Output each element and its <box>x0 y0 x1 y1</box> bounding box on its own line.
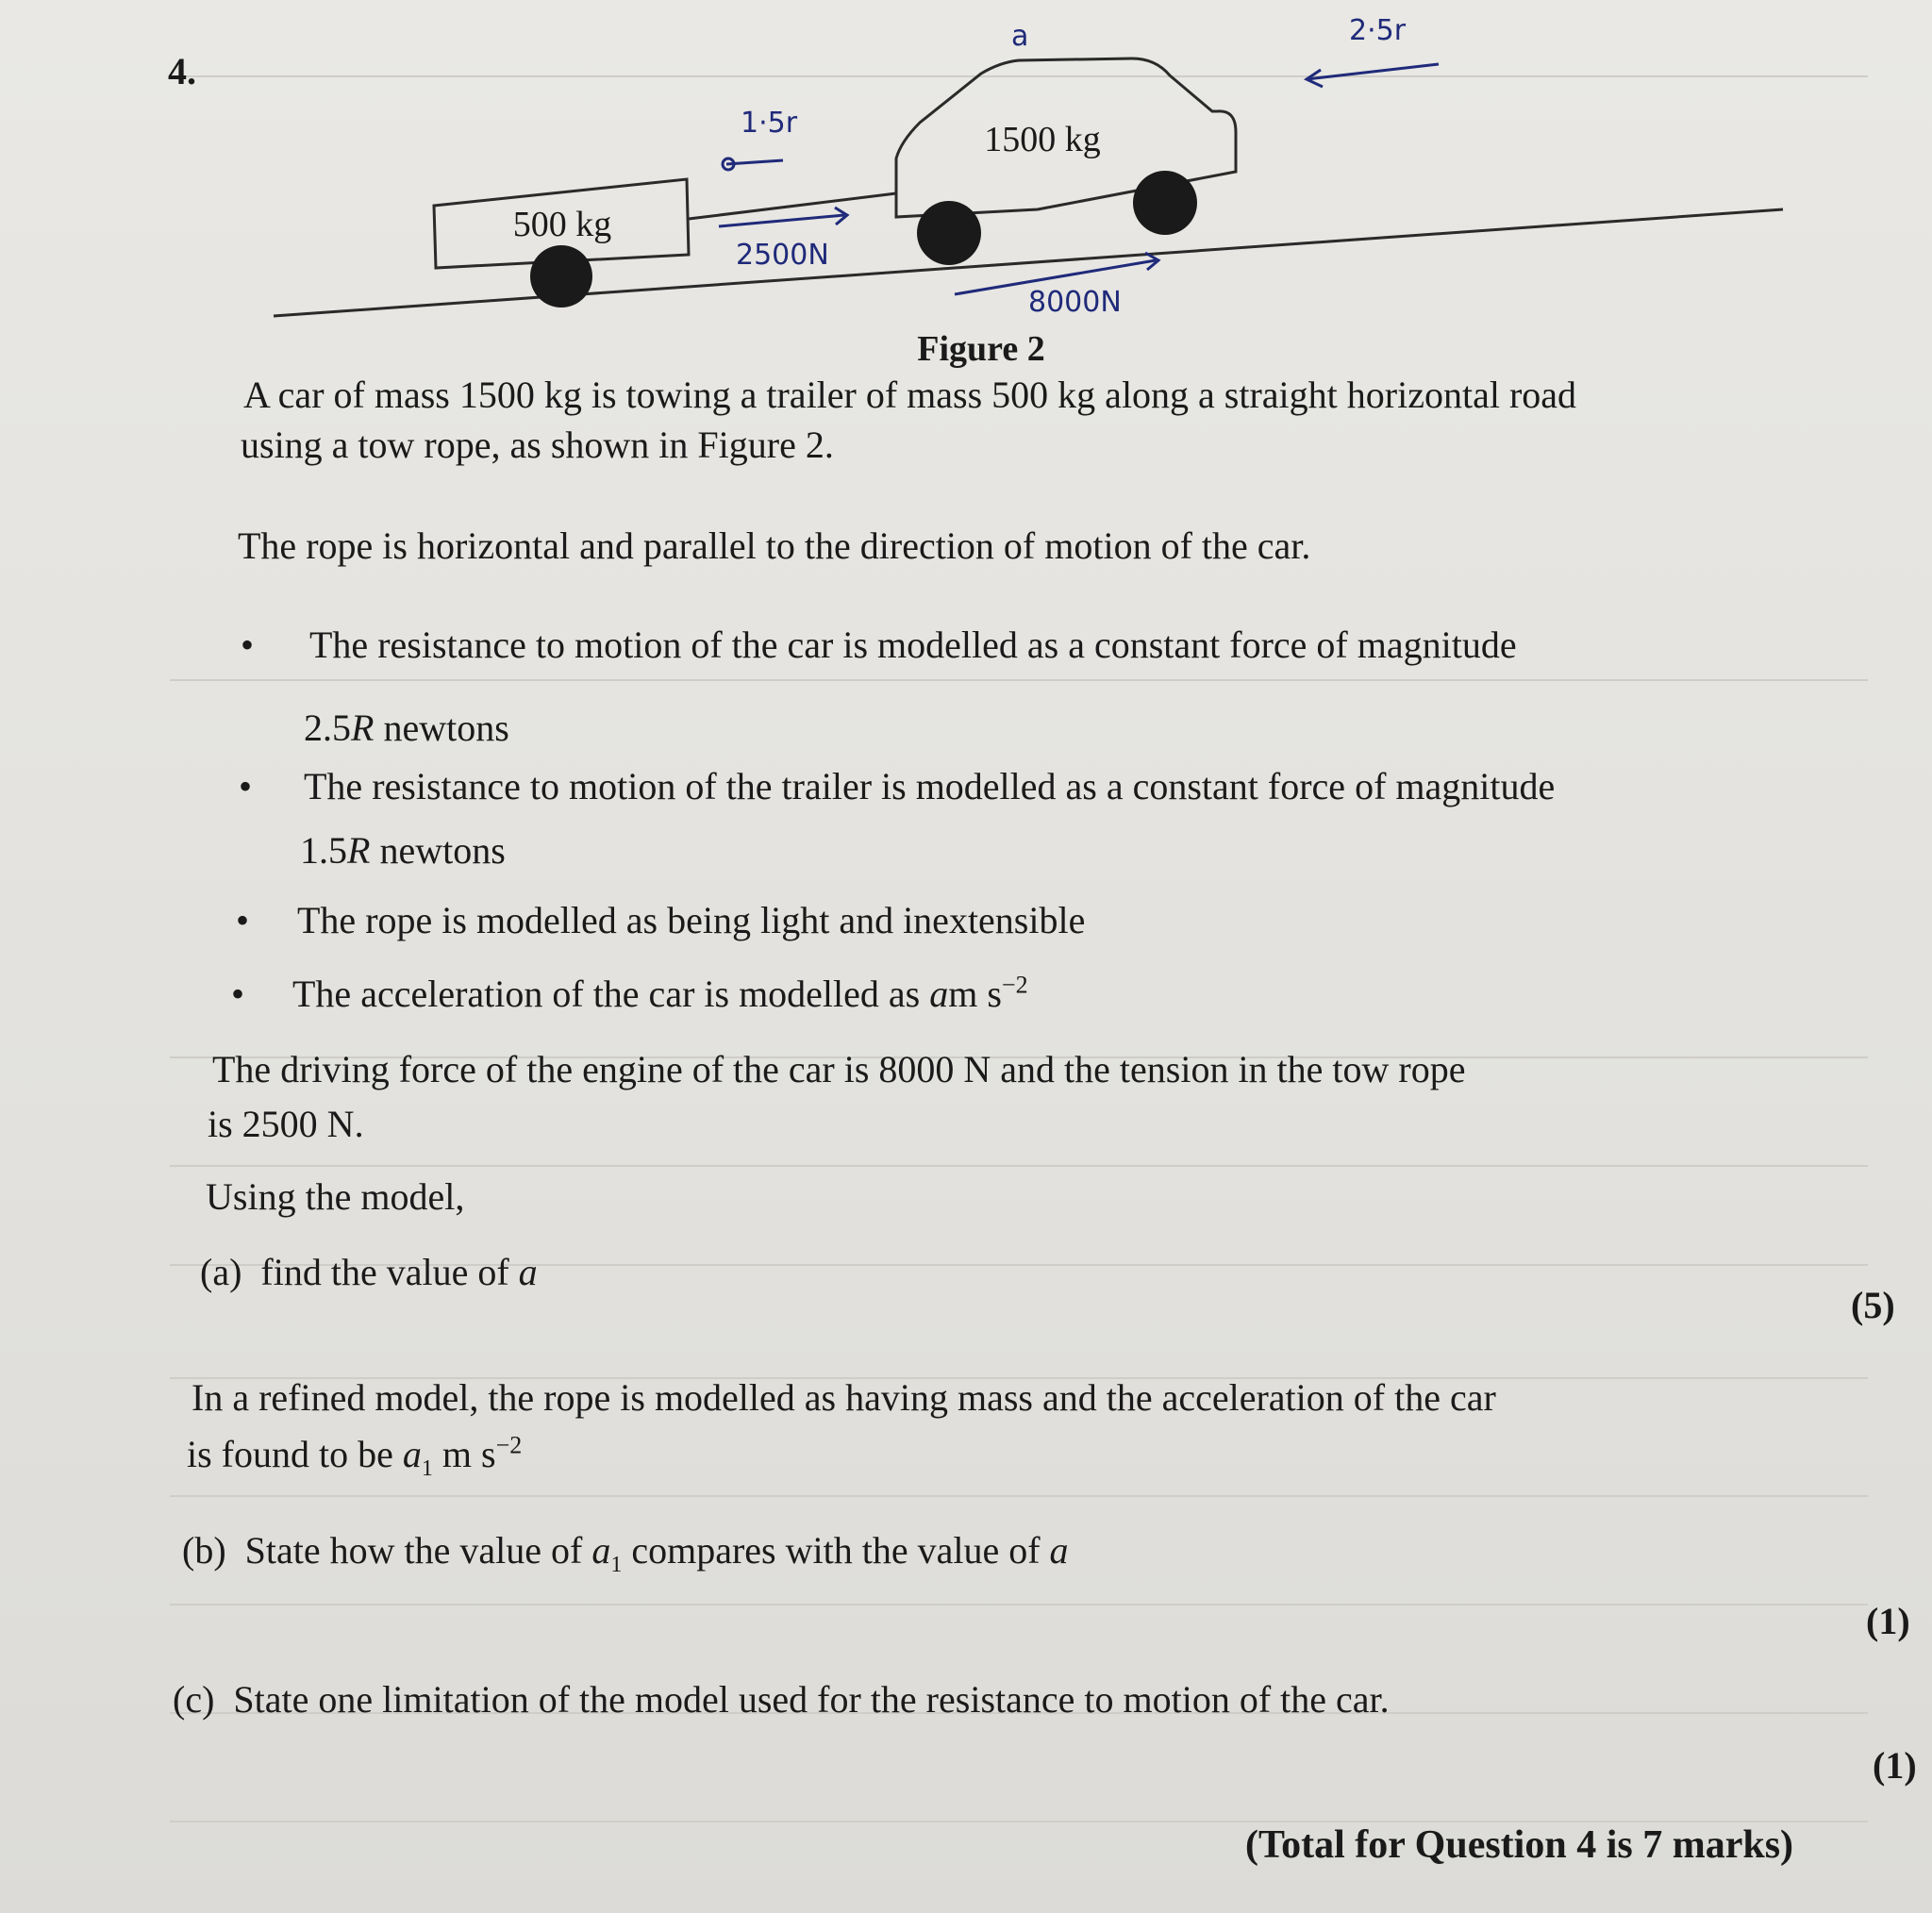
part-b-var-1: a <box>591 1529 611 1572</box>
refined-unit: m s <box>432 1433 496 1475</box>
trailer-mass-label: 500 kg <box>512 205 612 244</box>
ruled-line <box>170 1495 1868 1497</box>
total-marks: (Total for Question 4 is 7 marks) <box>1245 1823 1794 1867</box>
bullet-2-var: R <box>347 829 371 872</box>
intro-line-2: using a tow rope, as shown in Figure 2. <box>241 424 834 466</box>
tow-rope <box>689 193 896 219</box>
annotation-acceleration: a <box>1011 20 1029 53</box>
ruled-line <box>170 679 1868 681</box>
part-b-marks: (1) <box>1866 1600 1910 1642</box>
part-a-var: a <box>518 1251 538 1293</box>
bullet-marker: • <box>231 973 245 1015</box>
refined-var: a <box>402 1433 422 1475</box>
bullet-1-unit: newtons <box>374 707 509 749</box>
annotation-trailer-resistance: 1·5r <box>741 107 798 140</box>
car-rear-wheel <box>917 201 981 265</box>
part-b-var-2: a <box>1049 1529 1069 1572</box>
bullet-1-line-1: The resistance to motion of the car is modelled as a constant force of magnitude <box>309 624 1517 666</box>
car-mass-label: 1500 kg <box>984 120 1101 159</box>
annotation-tension: 2500N <box>736 239 829 272</box>
bullet-2-value: 1.5 <box>300 829 347 872</box>
tension-arrow <box>719 215 844 226</box>
refined-line-2 <box>187 1431 523 1481</box>
refined-line-1: In a refined model, the rope is modelled as having mass and the acceleration of the car <box>192 1376 1496 1419</box>
bullet-4-unit: m s <box>948 973 1002 1015</box>
ruled-line <box>170 1165 1868 1167</box>
part-c-text: State one limitation of the model used for the resistance to motion of the car. <box>233 1678 1390 1721</box>
part-a <box>200 1250 538 1294</box>
bullet-3: The rope is modelled as being light and inextensible <box>297 899 1086 941</box>
using-model: Using the model, <box>206 1175 465 1218</box>
rope-statement: The rope is horizontal and parallel to the direction of motion of the car. <box>238 524 1311 567</box>
driving-force-line-1: The driving force of the engine of the car is 8000 N and the tension in the tow rope <box>212 1048 1466 1090</box>
refined-sub: 1 <box>421 1456 433 1481</box>
driving-force-line-2: is 2500 N. <box>208 1103 364 1145</box>
bullet-2-line-1: The resistance to motion of the trailer is modelled as a constant force of magnitude <box>304 765 1556 807</box>
ruled-line <box>170 1604 1868 1605</box>
bullet-1-var: R <box>351 707 375 749</box>
bullet-marker: • <box>236 899 250 941</box>
bullet-marker: • <box>241 624 255 666</box>
bullet-2-unit: newtons <box>370 829 506 872</box>
bullet-marker: • <box>239 765 253 807</box>
trailer-wheel <box>530 245 592 308</box>
figure-caption: Figure 2 <box>917 329 1045 369</box>
part-c-marks: (1) <box>1873 1744 1917 1787</box>
figure-2 <box>0 0 1932 396</box>
bullet-2-line-2 <box>300 828 506 873</box>
part-b <box>182 1528 1069 1577</box>
bullet-4 <box>292 972 1028 1016</box>
question-number: 4. <box>168 50 196 92</box>
car-resistance-arrow <box>1307 64 1439 79</box>
annotation-driving-force: 8000N <box>1028 286 1122 319</box>
part-a-marks: (5) <box>1851 1284 1895 1326</box>
bullet-4-var: a <box>929 973 949 1015</box>
part-b-text-1: State how the value of <box>244 1529 592 1572</box>
part-a-text: find the value of <box>260 1251 519 1293</box>
intro-line-1: A car of mass 1500 kg is towing a trailer of mass 500 kg along a straight horizontal road <box>243 374 1577 416</box>
refined-text: is found to be <box>187 1433 403 1475</box>
part-b-text-2: compares with the value of <box>622 1529 1050 1572</box>
part-b-label: (b) <box>182 1529 226 1572</box>
bullet-4-text: The acceleration of the car is modelled as <box>292 973 930 1015</box>
part-c-label: (c) <box>173 1678 215 1721</box>
part-c <box>173 1677 1390 1722</box>
bullet-4-exp: −2 <box>1001 971 1028 999</box>
bullet-1-line-2 <box>304 706 509 750</box>
car-front-wheel <box>1133 171 1197 235</box>
refined-exp: −2 <box>495 1431 523 1459</box>
annotation-car-resistance: 2·5r <box>1349 14 1407 47</box>
part-b-sub-1: 1 <box>610 1553 623 1577</box>
part-a-label: (a) <box>200 1251 242 1293</box>
bullet-1-value: 2.5 <box>304 707 351 749</box>
